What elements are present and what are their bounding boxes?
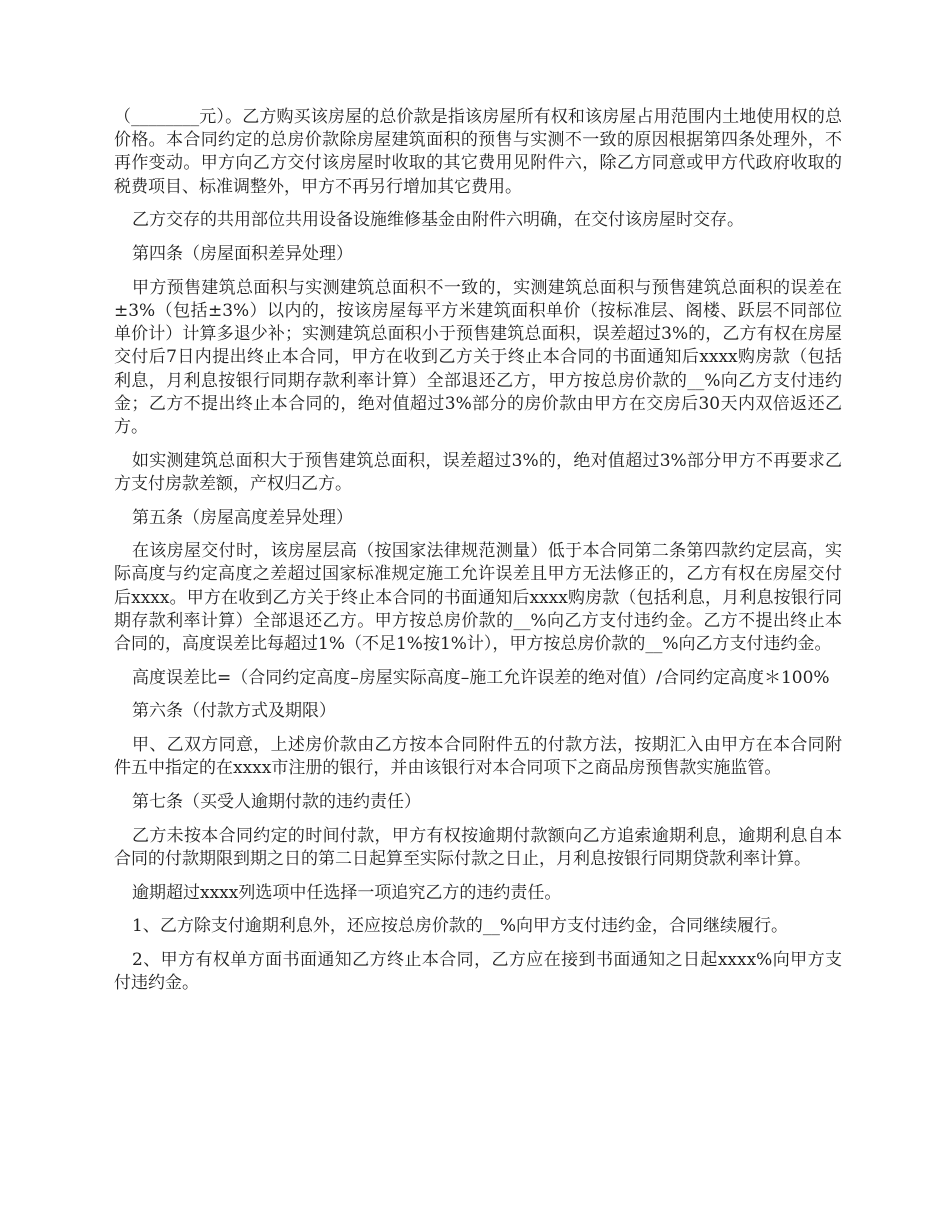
- paragraph-maintenance-fund: 乙方交存的共用部位共用设备设施维修基金由附件六明确，在交付该房屋时交存。: [132, 210, 744, 231]
- heading-article-6: 第六条（付款方式及期限）: [132, 701, 336, 722]
- list-item-option-2: 2、甲方有权单方面书面通知乙方终止本合同，乙方应在接到书面通知之日起xxxx%向甲方支付违约金。: [114, 950, 842, 994]
- heading-article-4: 第四条（房屋面积差异处理）: [132, 244, 353, 265]
- paragraph-payment-method: 甲、乙双方同意，上述房价款由乙方按本合同附件五的付款方法，按期汇入由甲方在本合同附件五中指定的在xxxx市注册的银行，并由该银行对本合同项下之商品房预售款实施监管。: [114, 735, 842, 779]
- paragraph-price-definition: （________元）。乙方购买该房屋的总价款是指该房屋所有权和该房屋占用范围内土地使用权的总价格。本合同约定的总房价款除房屋建筑面积的预售与实测不一致的原因根据第四条处理外，不再作变动。甲方向乙方交付该房屋时收取的其它费用见附件六，除乙方同意或甲方代政府收取的税费项目、标准调整外，甲方不再另行增加其它费用。: [114, 107, 842, 197]
- heading-article-7: 第七条（买受人逾期付款的违约责任）: [132, 792, 421, 813]
- paragraph-area-excess: 如实测建筑总面积大于预售建筑总面积，误差超过3%的，绝对值超过3%部分甲方不再要求乙方支付房款差额，产权归乙方。: [114, 450, 842, 494]
- list-item-option-1: 1、乙方除支付逾期利息外，还应按总房价款的__%向甲方支付违约金，合同继续履行。: [132, 916, 788, 937]
- paragraph-height-formula: 高度误差比=（合同约定高度–房屋实际高度–施工允许误差的绝对值）/合同约定高度＊100%: [132, 667, 830, 688]
- paragraph-late-payment: 乙方未按本合同约定的时间付款，甲方有权按逾期付款额向乙方追索逾期利息，逾期利息自本合同的付款期限到期之日的第二日起算至实际付款之日止，月利息按银行同期贷款利率计算。: [114, 825, 842, 869]
- heading-article-5: 第五条（房屋高度差异处理）: [132, 507, 353, 528]
- paragraph-overdue-options: 逾期超过xxxx列选项中任选择一项追究乙方的违约责任。: [132, 882, 562, 903]
- paragraph-area-difference: 甲方预售建筑总面积与实测建筑总面积不一致的，实测建筑总面积与预售建筑总面积的误差在±3%（包括±3%）以内的，按该房屋每平方米建筑面积单价（按标准层、阁楼、跃层不同部位单价计）计算多退少补；实测建筑总面积小于预售建筑总面积，误差超过3%的，乙方有权在房屋交付后7日内提出终止本合同，甲方在收到乙方关于终止本合同的书面通知后xxxx购房款（包括利息，月利息按银行同期存款利率计算）全部退还乙方，甲方按总房价款的__%向乙方支付违约金；乙方不提出终止本合同的，绝对值超过3%部分的房价款由甲方在交房后30天内双倍返还乙方。: [114, 277, 842, 437]
- document-body: [114, 106, 842, 1006]
- paragraph-height-difference: 在该房屋交付时，该房屋层高（按国家法律规范测量）低于本合同第二条第四款约定层高，实际高度与约定高度之差超过国家标准规定施工允许误差且甲方无法修正的，乙方有权在房屋交付后xxxx。甲方在收到乙方关于终止本合同的书面通知后xxxx购房款（包括利息，月利息按银行同期存款利率计算）全部退还乙方。甲方按总房价款的__%向乙方支付违约金。乙方不提出终止本合同的，高度误差比每超过1%（不足1%按1%计），甲方按总房价款的__%向乙方支付违约金。: [114, 541, 842, 655]
